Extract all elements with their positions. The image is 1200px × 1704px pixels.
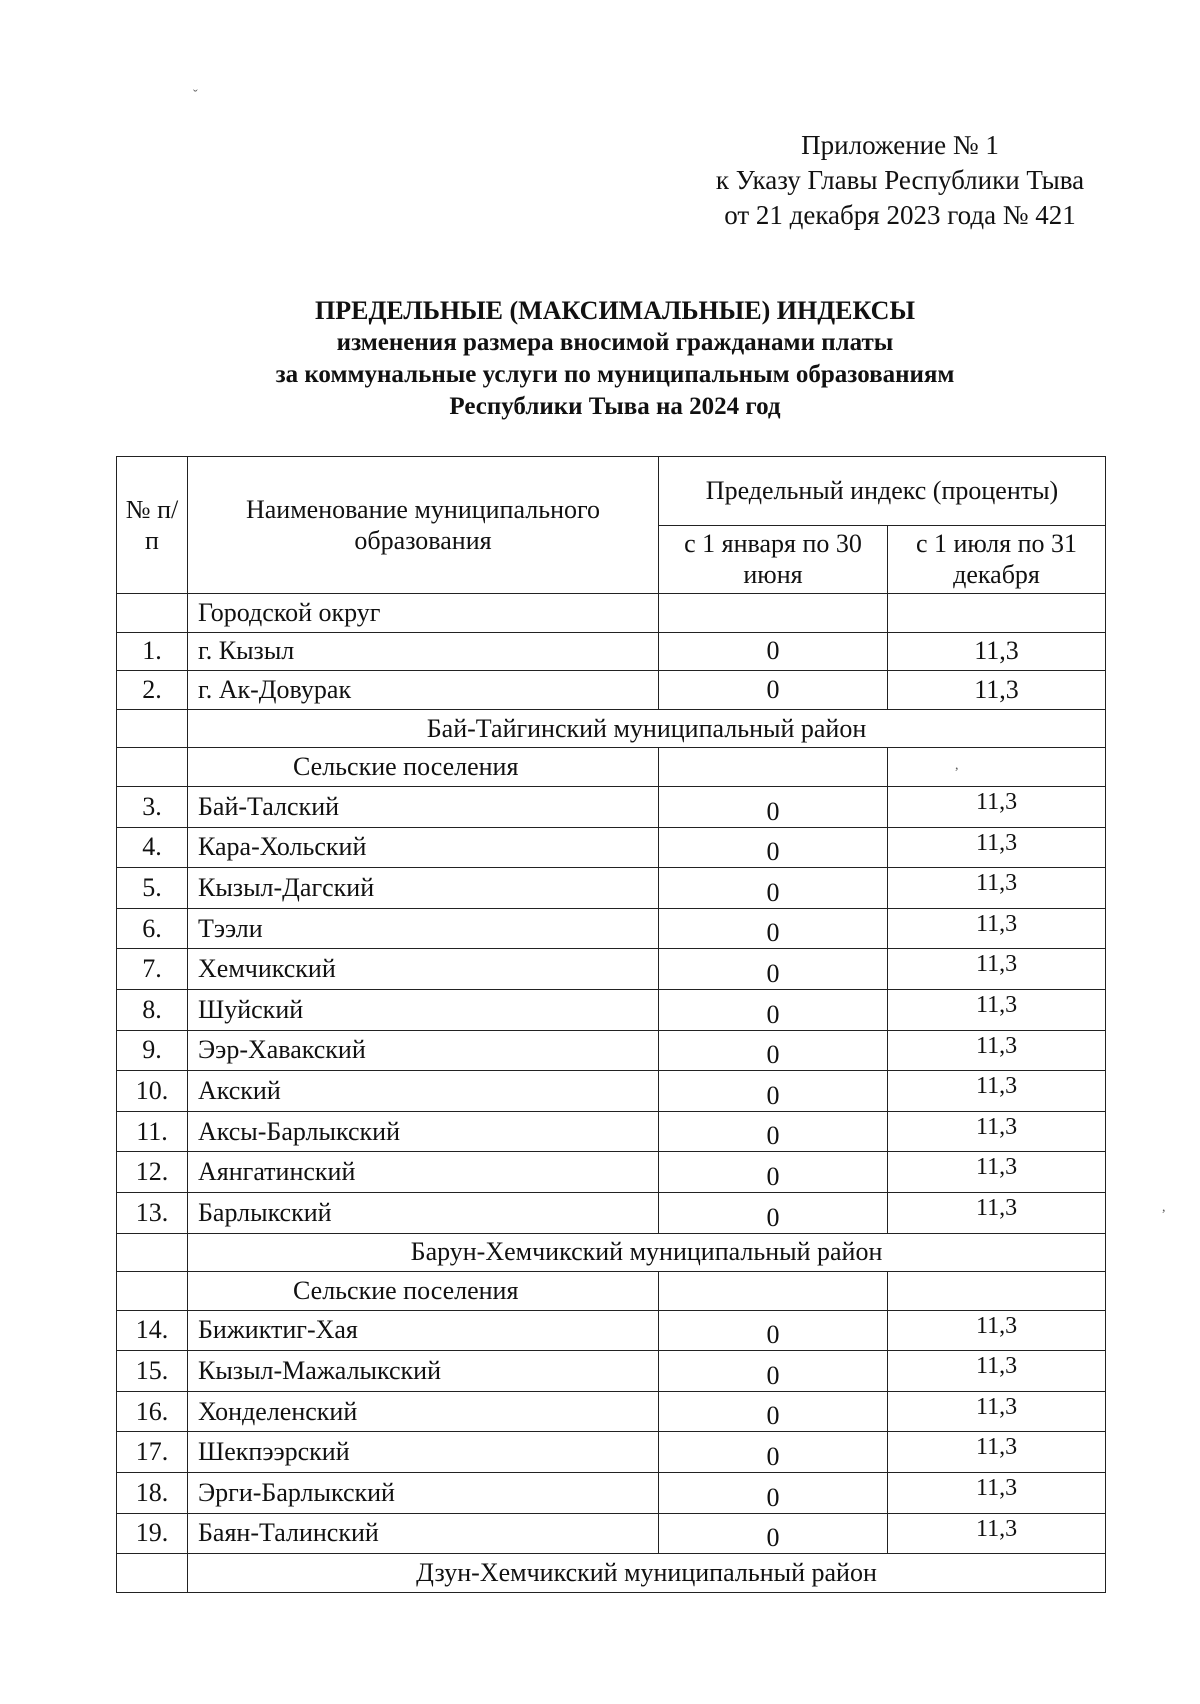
row-value-period-1: 0 [659,868,888,909]
row-number: 13. [117,1192,188,1233]
table-row [117,1351,1106,1392]
row-value-period-1: 0 [659,827,888,868]
row-value-period-2: 11,3 [888,949,1106,990]
row-name: Бижиктиг-Хая [188,1310,659,1351]
table-row: 1. г. Кызыл 0 11,3 [117,632,1106,671]
subgroup-label: Сельские поселения [188,1272,659,1311]
district-row [117,1554,1106,1593]
row-value-period-2: 11,3 [888,1391,1106,1432]
index-table [116,456,1106,1593]
scan-speck: ˇ [193,88,198,103]
district-label: Бай-Тайгинский муниципальный район [188,709,1106,748]
row-name: Акский [188,1071,659,1112]
document-title [115,295,1115,423]
subgroup-row [117,748,1106,787]
table-row [117,989,1106,1030]
table-row [117,1391,1106,1432]
table-row [117,1310,1106,1351]
row-name: Хонделенский [188,1391,659,1432]
row-number: 6. [117,908,188,949]
row-value-period-1: 0 [659,1152,888,1193]
row-number: 17. [117,1432,188,1473]
row-value-period-1: 0 [659,989,888,1030]
row-name: Кызыл-Дагский [188,868,659,909]
table-row [117,1111,1106,1152]
row-value-period-2: 11,3 [888,786,1106,827]
row-name: Хемчикский [188,949,659,990]
row-number: 9. [117,1030,188,1071]
table-row [117,1432,1106,1473]
table-row [117,1473,1106,1514]
row-value-period-2: 11,3 [888,1513,1106,1554]
row-value-period-1: 0 [659,1432,888,1473]
row-name: Баян-Талинский [188,1513,659,1554]
row-number: 18. [117,1473,188,1514]
row-value-period-1: 0 [659,908,888,949]
table-header-row [117,457,1106,526]
row-value-period-1: 0 [659,1513,888,1554]
appendix-line-2: к Указу Главы Республики Тыва [715,165,1085,195]
header-name: Наименование муниципального образования [188,457,659,594]
table-row [117,1071,1106,1112]
row-value-period-2: 11,3 [888,827,1106,868]
row-number: 3. [117,786,188,827]
table-row [117,1192,1106,1233]
row-value-period-1: 0 [659,1310,888,1351]
row-value-period-1: 0 [659,1071,888,1112]
table-row [117,786,1106,827]
row-value-period-2: 11,3 [888,1192,1106,1233]
row-name: Аянгатинский [188,1152,659,1193]
row-number: 12. [117,1152,188,1193]
row-value-period-2: 11,3 [888,1030,1106,1071]
row-value-period-1: 0 [659,786,888,827]
table-row [117,949,1106,990]
row-number: 10. [117,1071,188,1112]
subgroup-row [117,1272,1106,1311]
title-line-1: ПРЕДЕЛЬНЫЕ (МАКСИМАЛЬНЫЕ) ИНДЕКСЫ [315,296,915,325]
row-number: 19. [117,1513,188,1554]
district-label: Дзун-Хемчикский муниципальный район [188,1554,1106,1593]
table-row [117,1152,1106,1193]
row-number: 15. [117,1351,188,1392]
row-value-period-2: 11,3 [888,1310,1106,1351]
scan-speck: , [1162,1200,1166,1215]
table-row [117,1513,1106,1554]
row-number: 8. [117,989,188,1030]
district-label: Барун-Хемчикский муниципальный район [188,1233,1106,1272]
row-value-period-1: 0 [659,949,888,990]
row-name: Кызыл-Мажалыкский [188,1351,659,1392]
row-name: Кара-Хольский [188,827,659,868]
row-number: 5. [117,868,188,909]
row-value-period-2: 11,3 [888,1351,1106,1392]
appendix-line-1: Приложение № 1 [801,130,999,160]
appendix-line-3: от 21 декабря 2023 года № 421 [724,200,1076,230]
row-value-period-1: 0 [659,1030,888,1071]
row-number: 7. [117,949,188,990]
row-name: Барлыкский [188,1192,659,1233]
row-name: Аксы-Барлыкский [188,1111,659,1152]
appendix-reference [690,128,1110,233]
row-number: 14. [117,1310,188,1351]
table-row [117,827,1106,868]
scan-speck: , [955,758,959,773]
table-row [117,1030,1106,1071]
row-value-period-1: 0 [659,1473,888,1514]
row-value-period-2: 11,3 [888,1071,1106,1112]
row-name: Эрги-Барлыкский [188,1473,659,1514]
row-value-period-2: 11,3 [888,1432,1106,1473]
row-value-period-1: 0 [659,1351,888,1392]
row-value-period-2: 11,3 [888,989,1106,1030]
district-row [117,709,1106,748]
row-name: Ээр-Хавакский [188,1030,659,1071]
header-period-1: с 1 января по 30 июня [659,525,888,594]
group-label: Городской округ [188,594,659,633]
row-number: 4. [117,827,188,868]
row-number: 11. [117,1111,188,1152]
table-row [117,868,1106,909]
title-line-3: за коммунальные услуги по муниципальным образованиям [275,361,955,388]
header-index: Предельный индекс (проценты) [659,457,1106,526]
subgroup-label: Сельские поселения [188,748,659,787]
row-name: Шекпээрский [188,1432,659,1473]
row-value-period-1: 0 [659,1391,888,1432]
row-name: Бай-Талский [188,786,659,827]
row-value-period-2: 11,3 [888,868,1106,909]
title-line-4: Республики Тыва на 2024 год [449,393,781,420]
row-value-period-2: 11,3 [888,908,1106,949]
row-value-period-2: 11,3 [888,1473,1106,1514]
row-value-period-2: 11,3 [888,1111,1106,1152]
row-value-period-1: 0 [659,1111,888,1152]
table-row [117,908,1106,949]
row-value-period-2: 11,3 [888,1152,1106,1193]
group-row [117,594,1106,633]
table-row: 2. г. Ак-Довурак 0 11,3 [117,671,1106,710]
title-line-2: изменения размера вносимой гражданами платы [336,329,894,356]
row-value-period-1: 0 [659,1192,888,1233]
row-number: 16. [117,1391,188,1432]
district-row [117,1233,1106,1272]
header-number: № п/п [117,457,188,594]
header-period-2: с 1 июля по 31 декабря [888,525,1106,594]
row-name: Тээли [188,908,659,949]
row-name: Шуйский [188,989,659,1030]
